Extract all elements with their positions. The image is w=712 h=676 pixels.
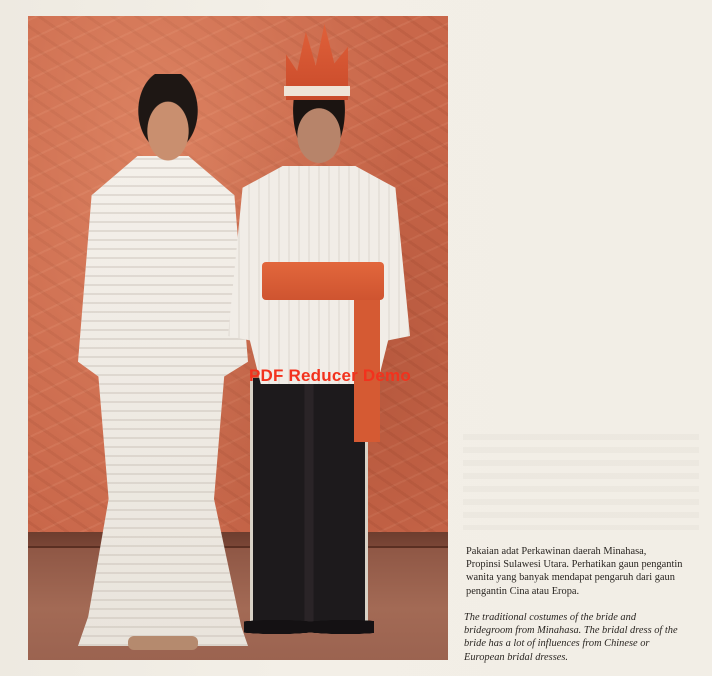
bleed-through-text bbox=[463, 434, 699, 530]
bride-feet bbox=[128, 636, 198, 650]
caption-line: Propinsi Sulawesi Utara. Perhatikan gaun pengantin bbox=[466, 559, 683, 571]
bride-white-dress bbox=[78, 156, 248, 646]
caption-line: bride has a lot of influences from Chinese or bbox=[464, 638, 650, 650]
groom-shoes bbox=[244, 614, 374, 640]
caption-line: wanita yang banyak mendapat pengaruh dari gaun bbox=[466, 572, 675, 584]
caption-line: Pakaian adat Perkawinan daerah Minahasa, bbox=[466, 546, 647, 557]
caption-indonesian bbox=[466, 545, 706, 598]
bride-head bbox=[128, 74, 208, 166]
groom-trousers bbox=[250, 378, 368, 626]
bride-and-groom-photo bbox=[28, 16, 448, 660]
floor-edge bbox=[28, 546, 448, 548]
trouser-stripe-left bbox=[250, 378, 253, 626]
caption-english bbox=[464, 611, 704, 664]
caption-line: European bridal dresses. bbox=[464, 651, 568, 663]
caption-line: pengantin Cina atau Eropa. bbox=[466, 585, 580, 597]
sash-tail bbox=[354, 286, 380, 442]
caption-line: bridegroom from Minahasa. The bridal dress of the bbox=[464, 625, 678, 637]
groom-head bbox=[286, 94, 352, 174]
pdf-reducer-watermark: PDF Reducer Demo bbox=[249, 366, 411, 385]
orange-sash bbox=[262, 262, 384, 300]
headdress-band bbox=[284, 86, 350, 96]
caption-line: The traditional costumes of the bride and bbox=[464, 612, 637, 623]
